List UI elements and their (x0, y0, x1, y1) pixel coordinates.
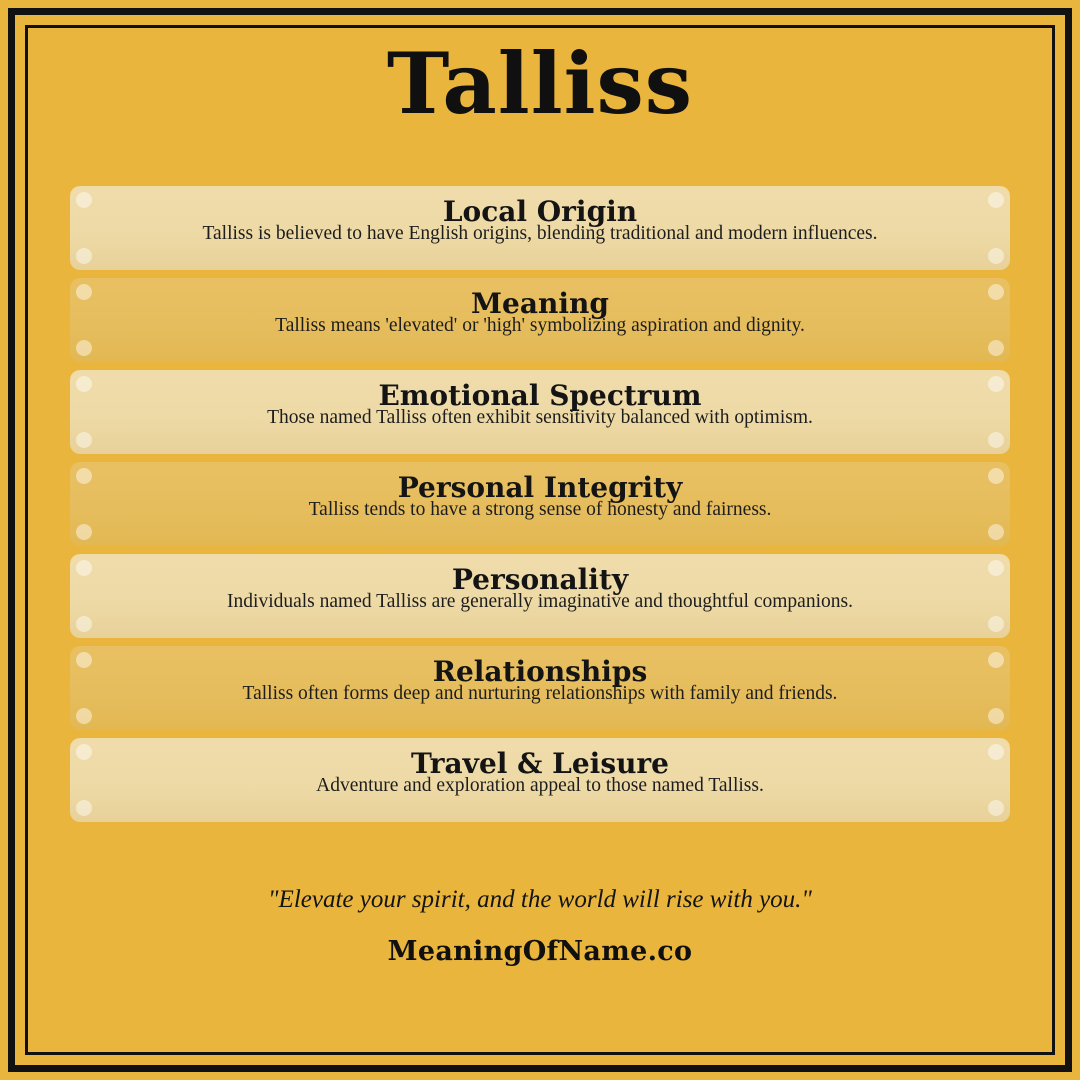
card-description: Adventure and exploration appeal to those named Talliss. (316, 775, 764, 797)
quote-text: "Elevate your spirit, and the world will rise with you." (268, 886, 812, 914)
attribute-card (70, 554, 1010, 638)
corner-dot-icon (988, 560, 1004, 576)
card-heading: Relationships (432, 655, 648, 689)
attribute-card (70, 646, 1010, 730)
corner-dot-icon (76, 192, 92, 208)
corner-dot-icon (988, 340, 1004, 356)
corner-dot-icon (76, 248, 92, 264)
card-heading: Personal Integrity (397, 471, 683, 505)
corner-dot-icon (988, 248, 1004, 264)
card-description: Talliss means 'elevated' or 'high' symbolizing aspiration and dignity. (275, 315, 805, 337)
attribute-card-list (40, 186, 1040, 822)
corner-dot-icon (76, 468, 92, 484)
corner-dot-icon (76, 800, 92, 816)
attribute-card (70, 186, 1010, 270)
corner-dot-icon (988, 652, 1004, 668)
attribute-card (70, 370, 1010, 454)
card-heading: Meaning (471, 287, 609, 321)
card-heading: Personality (451, 563, 629, 597)
corner-dot-icon (76, 652, 92, 668)
corner-dot-icon (76, 708, 92, 724)
corner-dot-icon (988, 616, 1004, 632)
corner-dot-icon (76, 284, 92, 300)
attribute-card (70, 738, 1010, 822)
corner-dot-icon (988, 468, 1004, 484)
corner-dot-icon (76, 524, 92, 540)
corner-dot-icon (988, 744, 1004, 760)
card-heading: Local Origin (442, 195, 638, 229)
card-description: Individuals named Talliss are generally imaginative and thoughtful companions. (227, 591, 853, 613)
card-description: Talliss often forms deep and nurturing relationships with family and friends. (242, 683, 838, 705)
brand-name: MeaningOfName.co (387, 936, 693, 968)
poster-content (40, 36, 1040, 1040)
page-title: Talliss (386, 34, 694, 133)
card-description: Talliss tends to have a strong sense of honesty and fairness. (308, 499, 772, 521)
card-heading: Emotional Spectrum (378, 379, 702, 413)
corner-dot-icon (988, 524, 1004, 540)
card-description: Talliss is believed to have English origins, blending traditional and modern influences. (202, 223, 878, 245)
corner-dot-icon (988, 192, 1004, 208)
corner-dot-icon (988, 708, 1004, 724)
attribute-card (70, 462, 1010, 546)
corner-dot-icon (988, 376, 1004, 392)
corner-dot-icon (76, 432, 92, 448)
corner-dot-icon (76, 560, 92, 576)
corner-dot-icon (76, 376, 92, 392)
corner-dot-icon (76, 616, 92, 632)
corner-dot-icon (988, 800, 1004, 816)
card-heading: Travel & Leisure (410, 747, 669, 781)
card-description: Those named Talliss often exhibit sensitivity balanced with optimism. (267, 407, 813, 429)
attribute-card (70, 278, 1010, 362)
corner-dot-icon (76, 744, 92, 760)
corner-dot-icon (988, 432, 1004, 448)
corner-dot-icon (988, 284, 1004, 300)
corner-dot-icon (76, 340, 92, 356)
